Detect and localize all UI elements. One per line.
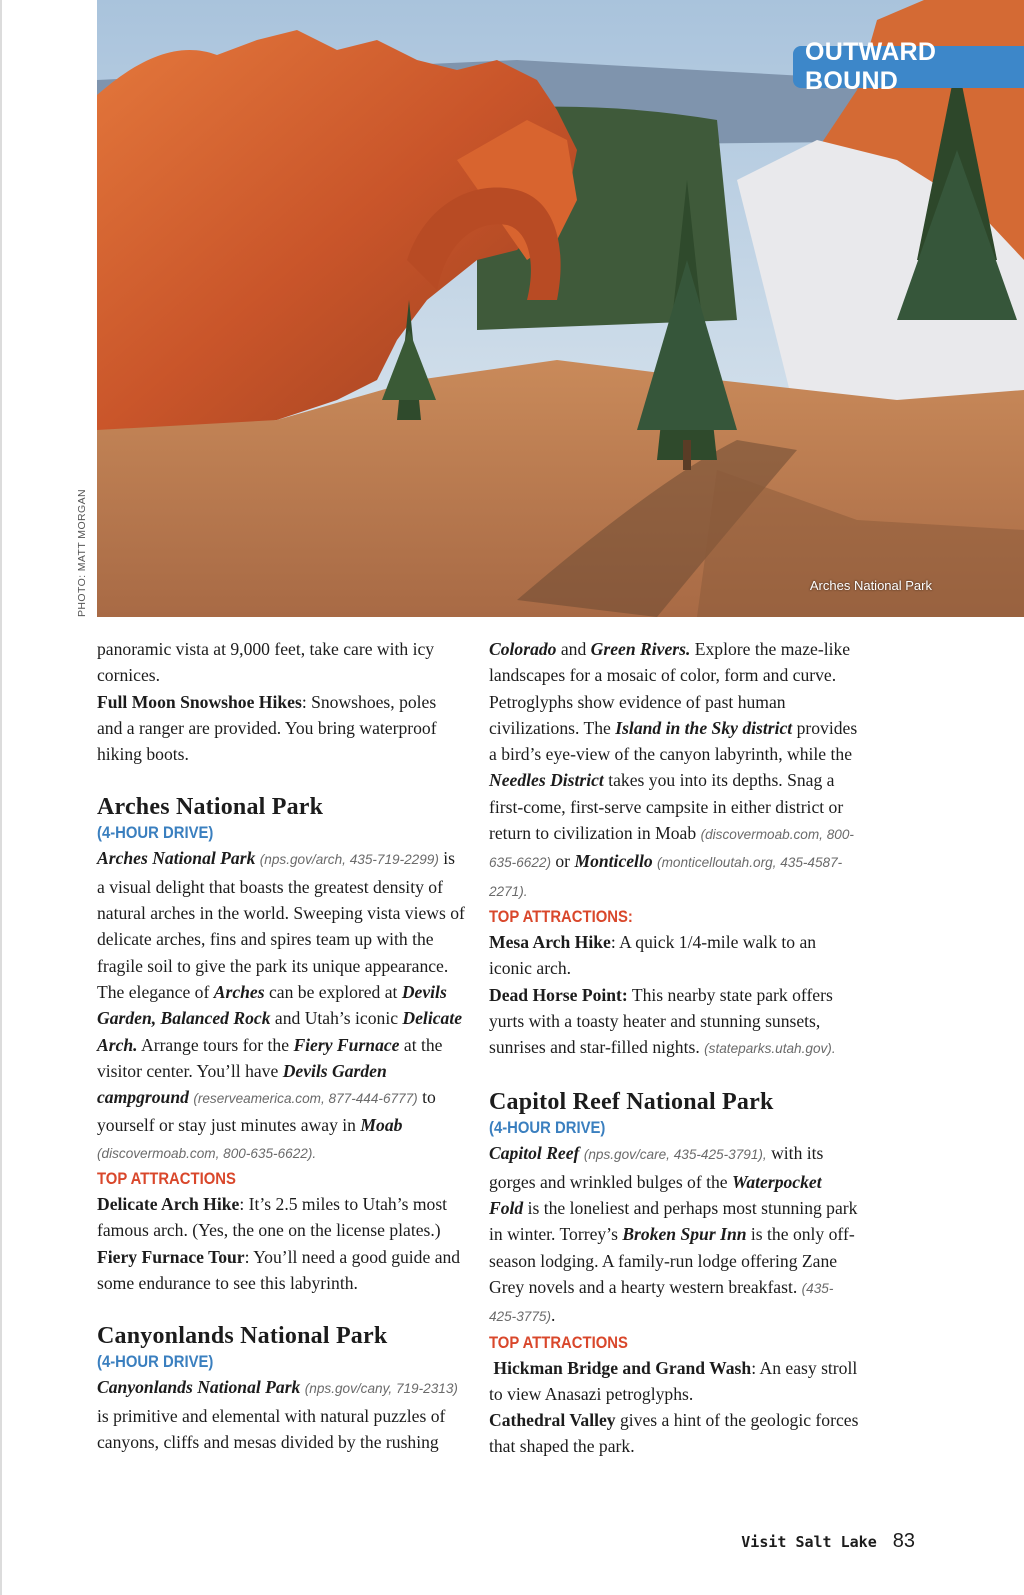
capitol-contact: (nps.gov/care, 435-425-3791), — [583, 1147, 767, 1163]
arches-emph: Arches — [213, 981, 265, 1002]
campground-emph: Devils Garden campground — [97, 1060, 387, 1108]
capitol-drive-time: (4-HOUR DRIVE) — [489, 1119, 606, 1138]
intro-item-title: Full Moon Snowshoe Hikes — [97, 691, 302, 712]
island-emph: Island in the Sky district — [615, 717, 793, 738]
canyonlands-text-4: provides a bird’s eye-view of the canyon labyrinth, while the — [489, 717, 858, 765]
publication-name: Visit Salt Lake — [741, 1533, 877, 1551]
capitol-text-1: with its gorges and wrinkled bulges of the — [489, 1143, 824, 1192]
page-footer — [741, 1530, 915, 1553]
attraction-name: Cathedral Valley — [489, 1410, 616, 1431]
capitol-text-3: is the only off-season lodging. A family-run lodge offering Zane Grey novels and a hearty western breakfast. — [489, 1224, 855, 1297]
attraction-name: Dead Horse Point: — [489, 984, 628, 1005]
canyonlands-text-5: takes you into its depths. Snag a first-come, first-serve campsite in either district or return to civilization in Moab — [489, 770, 844, 844]
arches-text-6: to yourself or stay just minutes away in — [97, 1087, 436, 1136]
attraction-item — [97, 1244, 465, 1297]
capitol-park-name: Capitol Reef — [489, 1143, 580, 1164]
arches-text-4: Arrange tours for the — [137, 1034, 294, 1055]
capitol-phone: (435-425-3775) — [489, 1280, 834, 1325]
canyonlands-text-6: or — [550, 851, 575, 872]
section-banner: OUTWARD BOUND — [793, 46, 1024, 88]
arches-text-1: is a visual delight that boasts the greatest density of natural arches in the world. Sweeping vista views of delicate arches, fins and spires team up with the fragile soil to give the park its unique appearance. The elegance of — [97, 848, 465, 1002]
photo-credit: PHOTO: MATT MORGAN — [76, 489, 88, 617]
capitol-attractions-heading: TOP ATTRACTIONS — [489, 1333, 628, 1352]
waterpocket-emph: Waterpocket Fold — [489, 1171, 822, 1219]
left-column — [97, 636, 465, 1455]
attraction-name: Hickman Bridge and Grand Wash — [493, 1357, 752, 1378]
canyonlands-contact: (nps.gov/cany, 719-2313) — [304, 1381, 458, 1397]
canyonlands-text-2: and — [556, 639, 591, 659]
attraction-text: : It’s 2.5 miles to Utah’s most famous arch. (Yes, the one on the license plates.) — [97, 1194, 448, 1241]
capitol-text-2: is the loneliest and perhaps most stunning park in winter. Torrey’s — [489, 1198, 858, 1245]
canyonlands-text-1: is primitive and elemental with natural puzzles of canyons, cliffs and mesas divided by the rushing — [97, 1405, 446, 1452]
attraction-item — [489, 929, 859, 982]
arches-attractions-heading: TOP ATTRACTIONS — [97, 1170, 236, 1189]
attraction-text: : A quick 1/4-mile walk to an iconic arch. — [489, 931, 817, 979]
moab-emph: Moab — [360, 1115, 403, 1136]
monticello-contact: (monticelloutah.org, 435-4587-2271). — [489, 855, 843, 899]
fiery-emph: Fiery Furnace — [293, 1034, 400, 1055]
arches-park-name: Arches National Park — [97, 848, 256, 869]
attraction-text: This nearby state park offers yurts with a toasty heater and stunning sunsets, sunrises and star-filled nights. — [489, 984, 833, 1058]
arches-text-3: and Utah’s iconic — [270, 1008, 403, 1029]
capitol-body — [489, 1140, 859, 1330]
arches-text-2: can be explored at — [264, 981, 402, 1002]
photo-caption: Arches National Park — [809, 578, 932, 593]
devils-balanced-emph: Devils Garden, Balanced Rock — [97, 981, 447, 1029]
monticello-emph: Monticello — [574, 851, 653, 872]
delicate-emph: Delicate Arch. — [97, 1008, 463, 1055]
capitol-heading: Capitol Reef National Park — [489, 1089, 774, 1116]
attraction-name: Delicate Arch Hike — [97, 1194, 240, 1215]
intro-text: panoramic vista at 9,000 feet, take care with icy cornices. — [97, 639, 435, 686]
intro-item — [97, 689, 465, 768]
canyonlands-attractions-heading: TOP ATTRACTIONS: — [489, 907, 633, 926]
canyonlands-body-start — [97, 1374, 465, 1455]
arches-heading: Arches National Park — [97, 794, 324, 821]
canyonlands-text-3: Explore the maze-like landscapes for a mosaic of color, form and curve. Petroglyphs show evidence of past human civilizations. The — [489, 639, 851, 738]
arches-contact: (nps.gov/arch, 435-719-2299) — [259, 852, 439, 868]
attraction-item — [489, 1407, 859, 1460]
canyonlands-drive-time: (4-HOUR DRIVE) — [97, 1353, 214, 1372]
arches-drive-time: (4-HOUR DRIVE) — [97, 824, 214, 843]
canyonlands-heading: Canyonlands National Park — [97, 1323, 388, 1350]
colorado-emph: Colorado — [489, 639, 557, 659]
arches-text-5: at the visitor center. You’ll have — [97, 1034, 443, 1081]
canyonlands-body-cont — [489, 636, 859, 905]
broken-spur-emph: Broken Spur Inn — [622, 1224, 747, 1245]
attraction-name: Fiery Furnace Tour — [97, 1246, 245, 1267]
attraction-name: Mesa Arch Hike — [489, 931, 611, 952]
green-rivers-emph: Green Rivers. — [590, 639, 691, 659]
intro-paragraph — [97, 636, 465, 689]
moab-contact: (discovermoab.com, 800-635-6622). — [97, 1145, 317, 1161]
intro-item-text: : Snowshoes, poles and a ranger are provided. You bring waterproof hiking boots. — [97, 691, 437, 765]
attraction-text: : An easy stroll to view Anasazi petroglyphs. — [489, 1357, 858, 1404]
page-number: 83 — [892, 1530, 915, 1552]
attraction-item — [489, 1355, 859, 1408]
attraction-text: gives a hint of the geologic forces that shaped the park. — [489, 1410, 859, 1457]
attraction-item — [489, 982, 859, 1063]
capitol-text-4: . — [550, 1305, 556, 1326]
canyonlands-park-name: Canyonlands National Park — [97, 1377, 301, 1398]
canyonlands-moab-contact: (discovermoab.com, 800-635-6622) — [489, 827, 854, 871]
needles-emph: Needles District — [489, 770, 604, 791]
page-edge — [0, 0, 2, 1595]
attraction-text: : You’ll need a good guide and some endurance to see this labyrinth. — [97, 1246, 461, 1293]
arches-body — [97, 845, 465, 1167]
attraction-item — [97, 1191, 465, 1244]
attraction-note: (stateparks.utah.gov). — [704, 1041, 836, 1057]
campground-contact: (reserveamerica.com, 877-444-6777) — [193, 1091, 418, 1107]
right-column — [489, 636, 859, 1460]
